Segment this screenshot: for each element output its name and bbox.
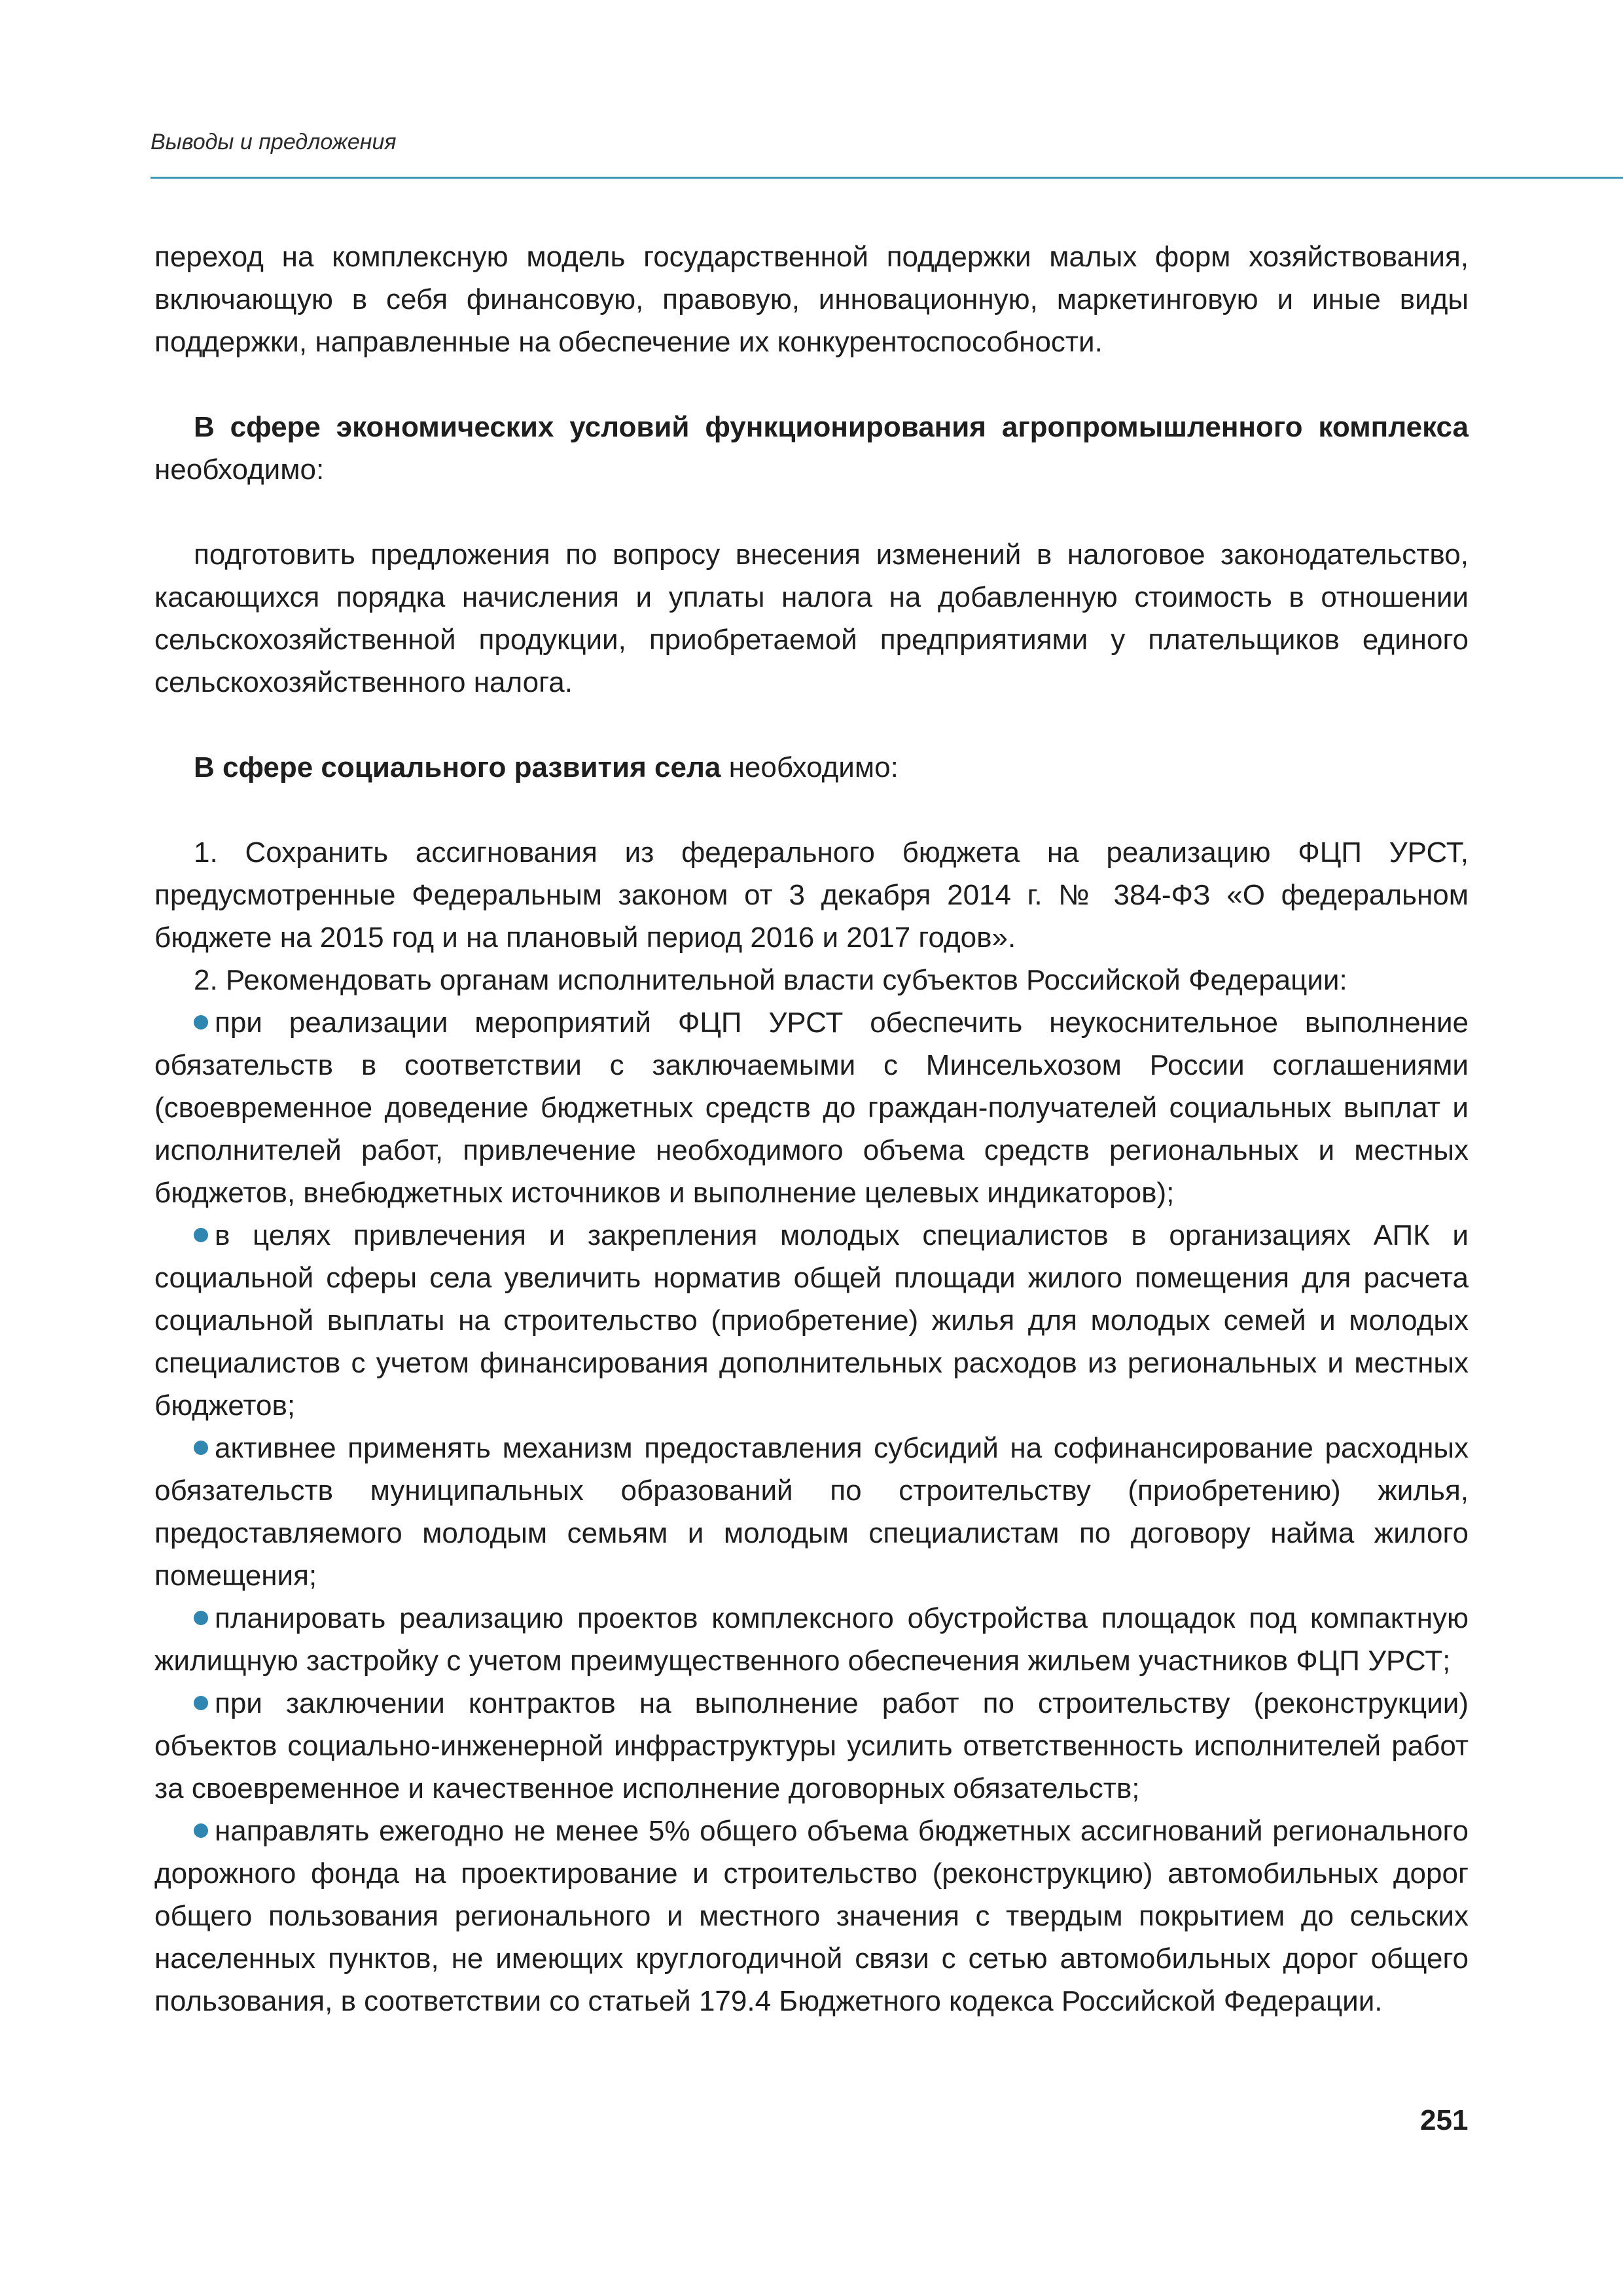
intro-paragraph: переход на комплексную модель государственной поддержки малых форм хозяйствования, включающую в себя финансовую, правовую, инновационную, маркетинговую и иные виды поддержки, направленные на обеспечение их конкурентоспособности. <box>154 241 1469 358</box>
bullet-text: направлять ежегодно не менее 5% общего объема бюджетных ассигнований регионального дорожного фонда на проектирование и строительство (реконструкцию) автомобильных дорог общего пользования регионального и местного значения с твердым покрытием до сельских населенных пунктов, не имеющих круглогодичной связи с сетью автомобильных дорог общего пользования, в соответствии со статьей 179.4 Бюджетного кодекса Российской Федерации. <box>154 1815 1469 2017</box>
bullet-item <box>154 1810 1469 2022</box>
social-item-1: 1. Сохранить ассигнования из федерального бюджета на реализацию ФЦП УРСТ, предусмотренные Федеральным законом от 3 декабря 2014 г. № 384-ФЗ «О федеральном бюджете на 2015 год и на плановый период 2016 и 2017 годов». <box>154 836 1469 954</box>
bullet-item <box>154 1597 1469 1682</box>
economic-heading-rest: необходимо: <box>154 454 325 486</box>
running-header-title: Выводы и предложения <box>151 130 397 154</box>
bullet-text: при заключении контрактов на выполнение работ по строительству (реконструкции) объектов социально-инженерной инфраструктуры усилить ответственность исполнителей работ за своевременное и качественное исполнение договорных обязательств; <box>154 1687 1469 1804</box>
bullet-item <box>154 1682 1469 1810</box>
economic-paragraph: подготовить предложения по вопросу внесения изменений в налоговое законодательство, касающихся порядка начисления и уплаты налога на добавленную стоимость в отношении сельскохозяйственной продукции, приобретаемой предприятиями у плательщиков единого сельскохозяйственного налога. <box>154 539 1469 698</box>
bullet-dot-icon <box>194 1696 208 1710</box>
bullet-text: планировать реализацию проектов комплексного обустройства площадок под компактную жилищную застройку с учетом преимущественного обеспечения жильем участников ФЦП УРСТ; <box>154 1602 1469 1677</box>
bullet-dot-icon <box>194 1441 208 1455</box>
bullet-dot-icon <box>194 1611 208 1625</box>
bullet-text: при реализации мероприятий ФЦП УРСТ обеспечить неукоснительное выполнение обязательств в соответствии с заключаемыми с Минсельхозом России соглашениями (своевременное доведение бюджетных средств до граждан-получателей социальных выплат и исполнителей работ, привлечение необходимого объема средств региональных и местных бюджетов, внебюджетных источников и выполнение целевых индикаторов); <box>154 1007 1469 1209</box>
bullet-dot-icon <box>194 1228 208 1242</box>
bullet-item <box>154 1001 1469 1214</box>
social-heading-bold: В сфере социального развития села <box>194 751 721 783</box>
social-item-2: 2. Рекомендовать органам исполнительной власти субъектов Российской Федерации: <box>194 964 1347 996</box>
bullet-dot-icon <box>194 1015 208 1030</box>
economic-heading-bold: В сфере экономических условий функционирования агропромышленного комплекса <box>194 411 1469 443</box>
bullet-dot-icon <box>194 1823 208 1838</box>
page-number: 251 <box>1420 2104 1469 2136</box>
bullet-text: активнее применять механизм предоставления субсидий на софинансирование расходных обязательств муниципальных образований по строительству (приобретению) жилья, предоставляемого молодым семьям и молодым специалистам по договору найма жилого помещения; <box>154 1432 1469 1592</box>
bullet-item <box>154 1427 1469 1597</box>
social-heading <box>154 746 1469 789</box>
economic-heading <box>154 406 1469 491</box>
header-rule <box>151 177 1623 179</box>
page-body <box>154 236 1469 2022</box>
bullet-text: в целях привлечения и закрепления молодых специалистов в организациях АПК и социальной сферы села увеличить норматив общей площади жилого помещения для расчета социальной выплаты на строительство (приобретение) жилья для молодых семей и молодых специалистов с учетом финансирования дополнительных расходов из региональных и местных бюджетов; <box>154 1219 1469 1422</box>
bullet-item <box>154 1214 1469 1427</box>
social-heading-rest: необходимо: <box>721 751 899 783</box>
